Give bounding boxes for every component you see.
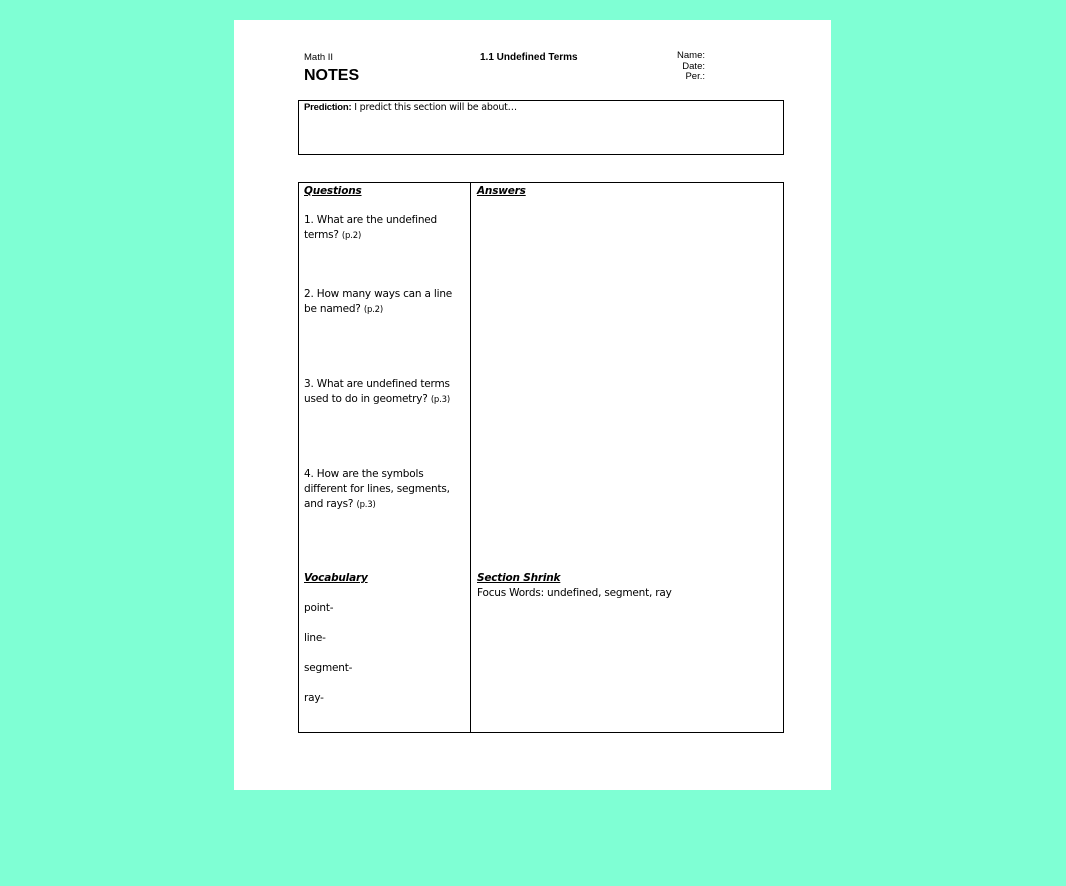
page-title: 1.1 Undefined Terms [480,52,578,63]
question-4-ref: (p.3) [356,500,376,510]
focus-words: Focus Words: undefined, segment, ray [477,587,672,599]
questions-heading: Questions [304,185,362,197]
vocabulary-heading: Vocabulary [304,572,368,584]
vocab-term-segment: segment- [304,662,353,674]
question-1-ref: (p.2) [341,231,362,241]
question-4 [304,467,462,513]
course-label: Math II [304,52,334,63]
worksheet-page [234,20,831,790]
notes-table [298,182,784,733]
name-label: Name: [677,50,705,61]
prediction-label: Prediction: [304,102,352,113]
vocab-term-point: point- [304,602,334,614]
question-2-ref: (p.2) [363,305,383,315]
question-1 [304,213,462,244]
question-3-ref: (p.3) [430,395,450,405]
prediction-prompt: I predict this section will be about… [354,102,517,113]
prediction-box[interactable] [298,100,784,155]
question-2-text: 2. How many ways can a line be named? [304,288,453,315]
question-3-text: 3. What are undefined terms used to do in geometry? [304,378,450,405]
vocab-term-line: line- [304,632,326,644]
date-label: Date: [682,60,705,72]
question-1-text: 1. What are the undefined terms? [304,214,437,241]
notes-heading: NOTES [304,67,360,84]
prediction-line [304,102,517,113]
student-info [677,51,705,83]
column-divider [470,183,471,732]
answers-heading: Answers [477,185,526,197]
question-4-text: 4. How are the symbols different for lines, segments, and rays? [304,468,450,510]
question-3 [304,377,462,408]
question-2 [304,287,462,318]
vocab-term-ray: ray- [304,692,324,704]
period-label: Per.: [685,71,705,83]
section-shrink-heading: Section Shrink [477,572,561,584]
